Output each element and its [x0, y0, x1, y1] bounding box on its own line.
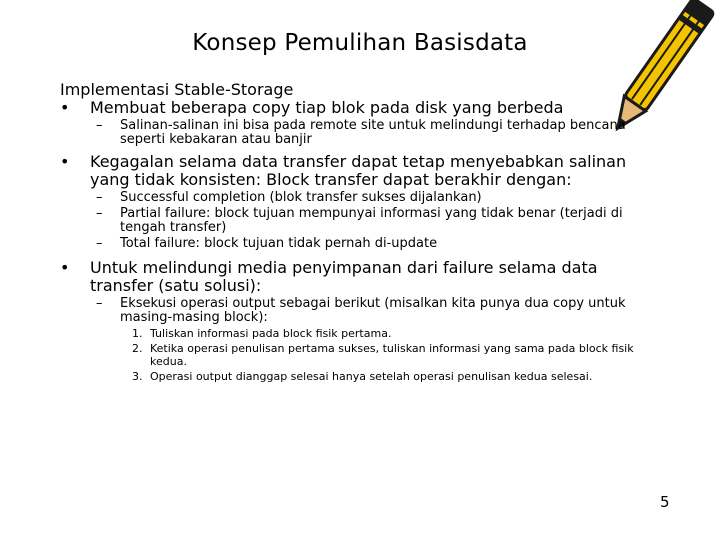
numbered-item	[60, 327, 660, 340]
dash-mark: –	[96, 296, 103, 311]
dash-mark: –	[96, 206, 103, 221]
numbered-item-text: Operasi output dianggap selesai hanya setelah operasi penulisan kedua selesai.	[150, 370, 593, 383]
sub-item	[60, 191, 660, 205]
dash-mark: –	[96, 236, 103, 251]
slide-title: Konsep Pemulihan Basisdata	[192, 30, 528, 56]
numbered-item-text: Ketika operasi penulisan pertama sukses, tuliskan informasi yang sama pada block fisik kedua.	[150, 342, 634, 368]
bullet-mark: •	[60, 258, 70, 277]
bullet-text: Membuat beberapa copy tiap blok pada disk yang berbeda	[90, 98, 564, 117]
numbered-item-text: Tuliskan informasi pada block fisik pertama.	[150, 327, 392, 340]
sub-item	[60, 119, 660, 147]
sub-item-text: Eksekusi operasi output sebagai berikut (misalkan kita punya dua copy untuk masing-masing block):	[120, 296, 626, 325]
sub-item-text: Total failure: block tujuan tidak pernah di-update	[120, 236, 438, 251]
bullet-item	[60, 259, 660, 295]
dash-mark: –	[96, 118, 103, 133]
bullet-mark: •	[60, 98, 70, 117]
bullet-mark: •	[60, 152, 70, 171]
sub-item-text: Successful completion (blok transfer sukses dijalankan)	[120, 190, 482, 205]
numbered-item	[60, 370, 660, 383]
sub-item-text: Partial failure: block tujuan mempunyai informasi yang tidak benar (terjadi di tengah transfer)	[120, 206, 623, 235]
numbered-item	[60, 342, 660, 368]
sub-item	[60, 207, 660, 235]
number-mark: 3.	[132, 370, 143, 383]
sub-item-text: Salinan-salinan ini bisa pada remote site untuk melindungi terhadap bencana seperti kebakaran atau banjir	[120, 118, 626, 147]
section-heading: Implementasi Stable-Storage	[60, 80, 294, 99]
bullet-item	[60, 153, 660, 189]
bullet-item	[60, 99, 660, 117]
bullet-text: Untuk melindungi media penyimpanan dari failure selama data transfer (satu solusi):	[90, 258, 598, 295]
slide-content	[60, 80, 660, 383]
page-number: 5	[660, 493, 670, 511]
bullet-text: Kegagalan selama data transfer dapat tetap menyebabkan salinan yang tidak konsisten: Block transfer dapat berakhir dengan:	[90, 152, 627, 189]
number-mark: 2.	[132, 342, 143, 355]
dash-mark: –	[96, 190, 103, 205]
sub-item	[60, 297, 660, 325]
number-mark: 1.	[132, 327, 143, 340]
sub-item	[60, 237, 660, 251]
